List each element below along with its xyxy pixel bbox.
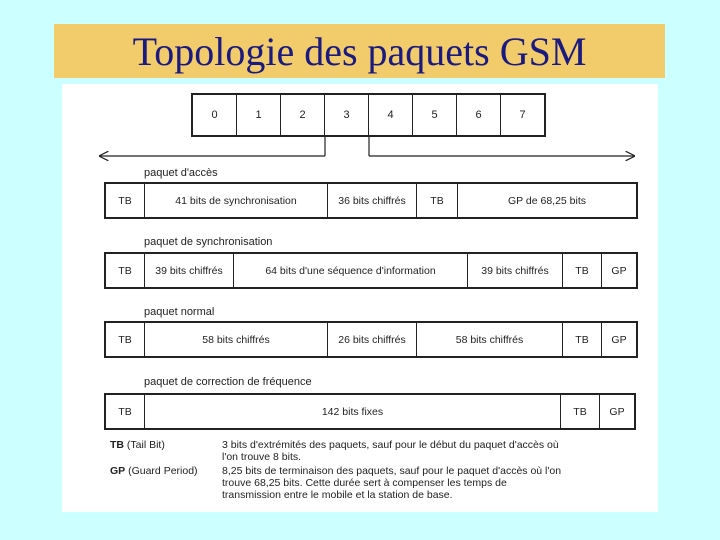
frame-cell: GP [609,405,625,418]
frame-cell: TB [106,184,145,217]
frame-cell: TB [563,254,602,287]
frame-label-fcb: paquet de correction de fréquence [144,376,312,388]
timeslot: 3 [325,95,369,135]
timeslot: 2 [281,95,325,135]
frame-cell: TB [561,395,600,428]
frame-cell: 58 bits chiffrés [145,323,328,356]
frame-cell: TB [417,184,458,217]
timeslot-row [191,93,546,137]
timeslot: 5 [413,95,457,135]
frame-label-normal: paquet normal [144,306,215,318]
frame-cell: 39 bits chiffrés [468,254,563,287]
frame-cell: TB [106,254,145,287]
frame-fcb [104,393,636,430]
timeslot: 6 [457,95,501,135]
frame-access [104,182,638,219]
timeslot: 0 [193,95,237,135]
legend-full: (Guard Period) [128,465,198,477]
legend-desc: 8,25 bits de terminaison des paquets, sauf pour le paquet d'accès où l'on trouve 68,25 bits. Cette durée sert à compenser les temps de transmission entre le mobile et la station de base. [222,465,562,501]
legend-full: (Tail Bit) [126,439,165,451]
frame-cell: TB [106,395,145,428]
legend-key [110,439,222,463]
frame-cell: 36 bits chiffrés [328,184,417,217]
legend-row [110,465,610,501]
frame-cell: 64 bits d'une séquence d'information [234,254,468,287]
legend-key [110,465,222,501]
frame-cell: TB [563,323,602,356]
legend-abbr: GP [110,465,126,477]
legend [110,439,610,503]
legend-row [110,439,610,463]
frame-label-sync: paquet de synchronisation [144,236,273,248]
frame-cell: GP [611,333,627,346]
frame-cell: TB [106,323,145,356]
diagram-figure [62,84,658,512]
title-banner [54,24,665,78]
frame-cell: 26 bits chiffrés [328,323,417,356]
timeslot: 1 [237,95,281,135]
frame-normal [104,321,638,358]
frame-label-access: paquet d'accès [144,167,218,179]
frame-sync [104,252,638,289]
legend-desc: 3 bits d'extrémités des paquets, sauf pour le début du paquet d'accès où l'on trouve 8 bits. [222,439,559,463]
timeslot: 7 [519,109,526,121]
timeslot: 4 [369,95,413,135]
frame-cell: 39 bits chiffrés [145,254,234,287]
frame-cell: GP de 68,25 bits [507,194,587,207]
frame-cell: GP [611,264,627,277]
frame-cell: 41 bits de synchronisation [145,184,328,217]
frame-cell: 58 bits chiffrés [417,323,563,356]
page-title: Topologie des paquets GSM [132,28,587,74]
frame-cell: 142 bits fixes [145,395,561,428]
legend-abbr: TB [110,439,124,451]
